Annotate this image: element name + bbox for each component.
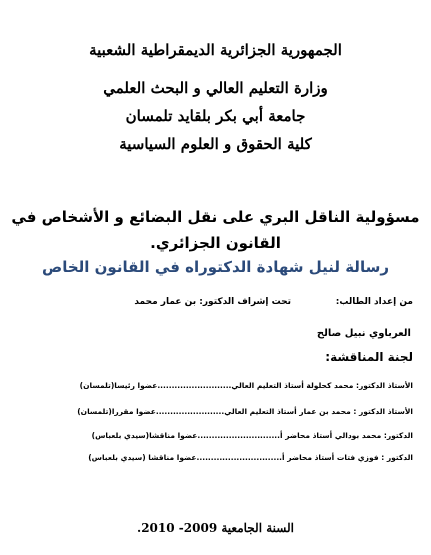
thesis-title-line1: مسؤولية الناقل البري على نقل البضائع و الأشخاص في: [11, 208, 420, 226]
committee-member: الدكتور: محمد بودالي أستاذ محاضر أ.............................عضوا مناقشا(سيدي بلعباس): [91, 431, 413, 440]
student-name: العرباوي نبيل صالح: [316, 328, 411, 339]
committee-member: الأستاذ الدكتور: محمد كحلولة أستاذ التعليم العالي..........................عضوا رئيسا(تلمسان): [79, 381, 413, 390]
faculty-header: كلية الحقوق و العلوم السياسية: [119, 135, 312, 153]
committee-member: الأستاذ الدكتور : محمد بن عمار أستاذ التعليم العالي........................عضوا مقررا(تلمسان): [77, 407, 413, 416]
prepared-by-label: من إعداد الطالب:: [335, 297, 413, 307]
supervisor-line: تحت إشراف الدكتور: بن عمار محمد: [134, 297, 291, 307]
thesis-subtitle: رسالة لنيل شهادة الدكتوراه في القانون الخاص: [42, 258, 389, 276]
ministry-header: وزارة التعليم العالي و البحث العلمي: [103, 79, 328, 97]
academic-year: السنة الجامعية 2009- 2010.: [137, 521, 294, 535]
committee-heading: لجنة المناقشة:: [325, 350, 413, 364]
thesis-title-line2: القانون الجزائري.: [150, 234, 281, 252]
university-header: جامعة أبي بكر بلقايد تلمسان: [125, 107, 306, 125]
republic-header: الجمهورية الجزائرية الديمقراطية الشعبية: [89, 41, 342, 59]
committee-member: الدكتور : فوزي فتات أستاذ محاضر أ..............................عضوا مناقشا (سيدي بلعباس): [88, 453, 413, 462]
